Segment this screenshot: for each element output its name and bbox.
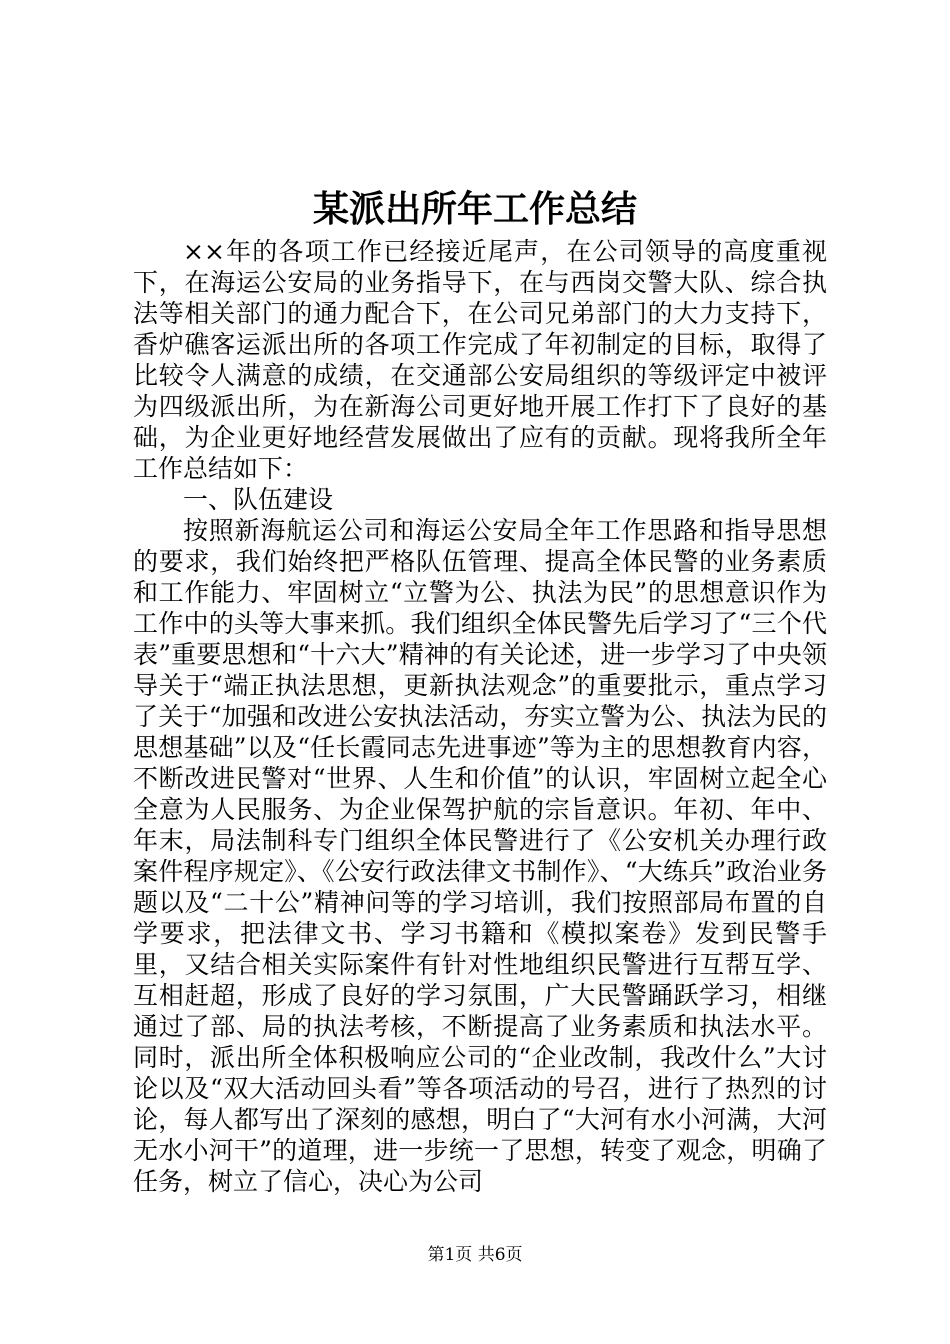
paragraph-intro: ××年的各项工作已经接近尾声，在公司领导的高度重视下，在海运公安局的业务指导下，在与西岗交警大队、综合执法等相关部门的通力配合下，在公司兄弟部门的大力支持下，香炉礁客运派出所的各项工作完成了年初制定的目标，取得了比较令人满意的成绩，在交通部公安局组织的等级评定中被评为四级派出所，为在新海公司更好地开展工作打下了良好的基础，为企业更好地经营发展做出了应有的贡献。现将我所全年工作总结如下： — [133, 237, 827, 483]
paragraph-team-building: 按照新海航运公司和海运公安局全年工作思路和指导思想的要求，我们始终把严格队伍管理、提高全体民警的业务素质和工作能力、牢固树立“立警为公、执法为民”的思想意识作为工作中的头等大事来抓。我们组织全体民警先后学习了“三个代表”重要思想和“十六大”精神的有关论述，进一步学习了中央领导关于“端正执法思想，更新执法观念”的重要批示，重点学习了关于“加强和改进公安执法活动，夯实立警为公、执法为民的思想基础”以及“任长霞同志先进事迹”等为主的思想教育内容，不断改进民警对“世界、人生和价值”的认识，牢固树立起全心全意为人民服务、为企业保驾护航的宗旨意识。年初、年中、年末，局法制科专门组织全体民警进行了《公安机关办理行政案件程序规定》、《公安行政法律文书制作》、“大练兵”政治业务题以及“二十公”精神问等的学习培训，我们按照部局布置的自学要求，把法律文书、学习书籍和《模拟案卷》发到民警手里，又结合相关实际案件有针对性地组织民警进行互帮互学、互相赶超，形成了良好的学习氛围，广大民警踊跃学习，相继通过了部、局的执法考核，不断提高了业务素质和执法水平。同时，派出所全体积极响应公司的“企业改制，我改什么”大讨论以及“双大活动回头看”等各项活动的号召，进行了热烈的讨论，每人都写出了深刻的感想，明白了“大河有水小河满，大河无水小河干”的道理，进一步统一了思想，转变了观念，明确了任务，树立了信心，决心为公司 — [133, 516, 827, 1196]
section-heading-team-building: 一、队伍建设 — [183, 485, 334, 514]
document-body — [133, 236, 827, 1197]
document-title: 某派出所年工作总结 — [312, 188, 637, 230]
page-number-footer: 第1页 共6页 — [427, 1245, 523, 1265]
